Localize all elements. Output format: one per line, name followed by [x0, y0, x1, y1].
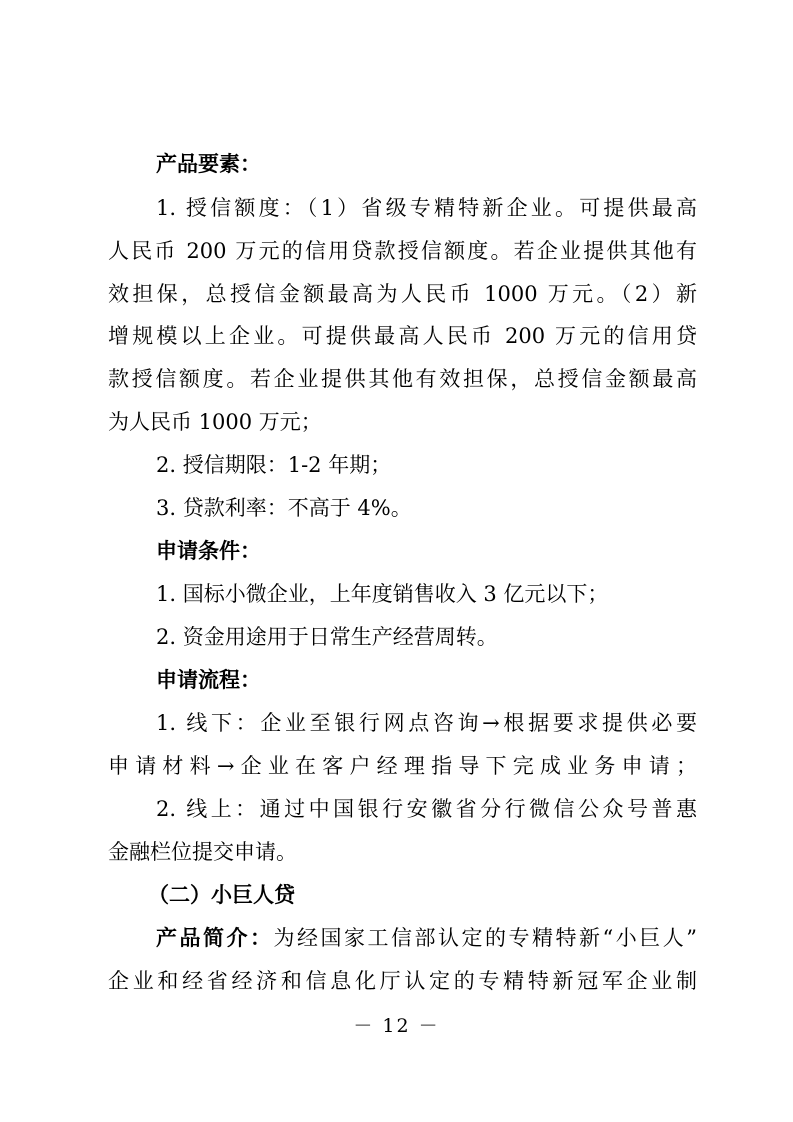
- section-heading-process: 申请流程：: [156, 668, 261, 692]
- intro-line-1: [156, 924, 697, 952]
- process-item-2-line-1: 2. 线上：通过中国银行安徽省分行微信公众号普惠: [156, 797, 697, 821]
- process-item-1-line-2: 申请材料→企业在客户经理指导下完成业务申请；: [108, 754, 697, 778]
- intro-line-1-text: 为经国家工信部认定的专精特新“小巨人”: [273, 926, 697, 950]
- condition-item-1: 1. 国标小微企业，上年度销售收入 3 亿元以下；: [156, 582, 609, 606]
- product-item-1-line-6: 为人民币 1000 万元；: [108, 410, 322, 434]
- process-item-1-line-1: 1. 线下：企业至银行网点咨询→根据要求提供必要: [156, 711, 697, 735]
- product-item-2: 2. 授信期限：1-2 年期；: [156, 453, 392, 477]
- page-number: － 12 －: [353, 1015, 440, 1037]
- product-item-1-line-4: 增规模以上企业。可提供最高人民币 200 万元的信用贷: [108, 324, 697, 348]
- product-item-1-line-2: 人民币 200 万元的信用贷款授信额度。若企业提供其他有: [108, 239, 697, 263]
- intro-label: 产品简介：: [156, 926, 274, 950]
- section-heading-conditions: 申请条件：: [156, 539, 261, 563]
- condition-item-2: 2. 资金用途用于日常生产经营周转。: [156, 625, 498, 649]
- product-item-1-line-5: 款授信额度。若企业提供其他有效担保，总授信金额最高: [108, 367, 697, 391]
- section-heading-xiaojuren-loan: （二）小巨人贷: [148, 883, 295, 907]
- product-item-1-line-3: 效担保，总授信金额最高为人民币 1000 万元。（2）新: [108, 282, 697, 306]
- section-heading-product-elements: 产品要素：: [156, 152, 261, 176]
- product-item-1-line-1: 1. 授信额度：（1）省级专精特新企业。可提供最高: [156, 196, 697, 220]
- process-item-2-line-2: 金融栏位提交申请。: [108, 840, 297, 864]
- intro-line-2: 企业和经省经济和信息化厅认定的专精特新冠军企业制: [108, 969, 697, 993]
- product-item-3: 3. 贷款利率：不高于 4%。: [156, 496, 412, 520]
